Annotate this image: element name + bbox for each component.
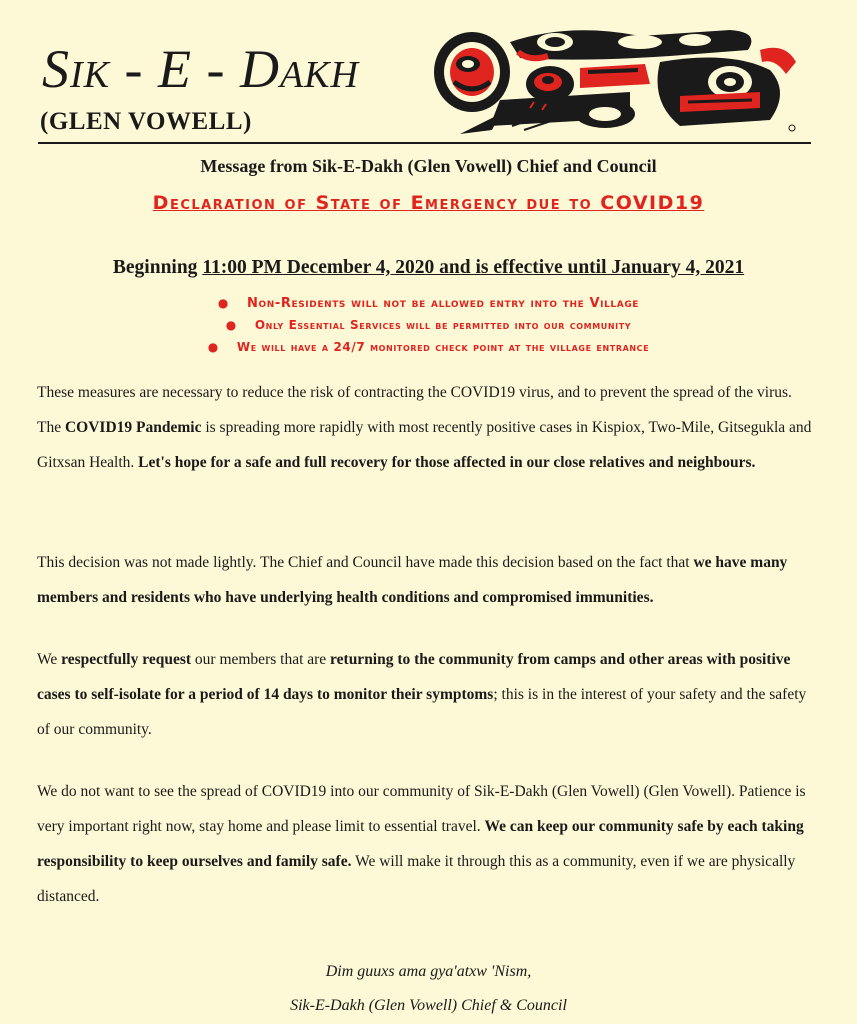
declaration-title: Declaration of State of Emergency due to COVID19 xyxy=(152,192,705,214)
restrictions-list xyxy=(0,292,857,358)
closing-line-1: Dim guuxs ama gya'atxw 'Nism, xyxy=(325,963,532,980)
text-run: This decision was not made lightly. The Chief and Council have made this decision based on the fact that xyxy=(37,554,694,571)
text-run: is spreading more rapidly with most recently positive cases in Kispiox, Two-Mile, Gitsegukla and Gitxsan Health. xyxy=(37,419,812,471)
closing-signature xyxy=(0,955,857,1023)
paragraph-decision xyxy=(37,545,812,615)
list-item-text: Non-Residents will not be allowed entry into the Village xyxy=(247,296,640,311)
text-run: We xyxy=(37,651,62,668)
organization-subtitle: (GLEN VOWELL) xyxy=(40,108,252,135)
text-run-bold: respectfully request xyxy=(61,651,192,668)
paragraph-request xyxy=(37,642,812,747)
text-run-bold: we have many members and residents who have underlying health conditions and compromised immunities. xyxy=(37,554,788,606)
bullet-icon: ● xyxy=(207,340,219,354)
text-run: These measures are necessary to reduce the risk of contracting the COVID19 virus, and to prevent the spread of the virus. The xyxy=(37,384,792,436)
list-item-text: We will have a 24/7 monitored check point at the village entrance xyxy=(236,340,650,354)
closing-line-2: Sik-E-Dakh (Glen Vowell) Chief & Council xyxy=(290,997,567,1014)
bullet-icon: ● xyxy=(217,296,229,310)
text-run-bold: We can keep our community safe by each taking responsibility to keep ourselves and family safe. xyxy=(37,818,804,870)
formline-logo-icon xyxy=(430,22,802,140)
organization-title: Sik - E - Dakh xyxy=(42,39,359,99)
paragraph-measures xyxy=(37,375,812,480)
text-run: our members that are xyxy=(191,651,331,668)
paragraph-community xyxy=(37,774,812,914)
list-item xyxy=(0,336,857,358)
text-run: ; this is in the interest of your safety and the safety of our community. xyxy=(37,686,807,738)
effective-dates xyxy=(0,257,857,279)
bullet-icon: ● xyxy=(225,318,237,332)
text-run-bold: Let's hope for a safe and full recovery for those affected in our close relatives and neighbours. xyxy=(138,454,756,471)
header-divider xyxy=(38,142,811,144)
list-item xyxy=(0,314,857,336)
list-item-text: Only Essential Services will be permitted into our community xyxy=(254,318,632,332)
text-run-bold: returning to the community from camps and other areas with positive cases to self-isolate for a period of 14 days to monitor their symptoms xyxy=(37,651,791,703)
text-run: We do not want to see the spread of COVID19 into our community of Sik-E-Dakh (Glen Vowell) (Glen Vowell). Patience is very important right now, stay home and please limit to essential travel. xyxy=(37,783,806,835)
list-item xyxy=(0,292,857,314)
effective-dates-range: 11:00 PM December 4, 2020 and is effective until January 4, 2021 xyxy=(202,257,745,278)
letterhead xyxy=(0,0,857,145)
text-run: We will make it through this as a community, even if we are physically distanced. xyxy=(37,853,796,905)
effective-dates-prefix: Beginning xyxy=(112,257,198,278)
text-run-bold: COVID19 Pandemic xyxy=(64,419,202,436)
message-line: Message from Sik-E-Dakh (Glen Vowell) Chief and Council xyxy=(200,156,657,176)
